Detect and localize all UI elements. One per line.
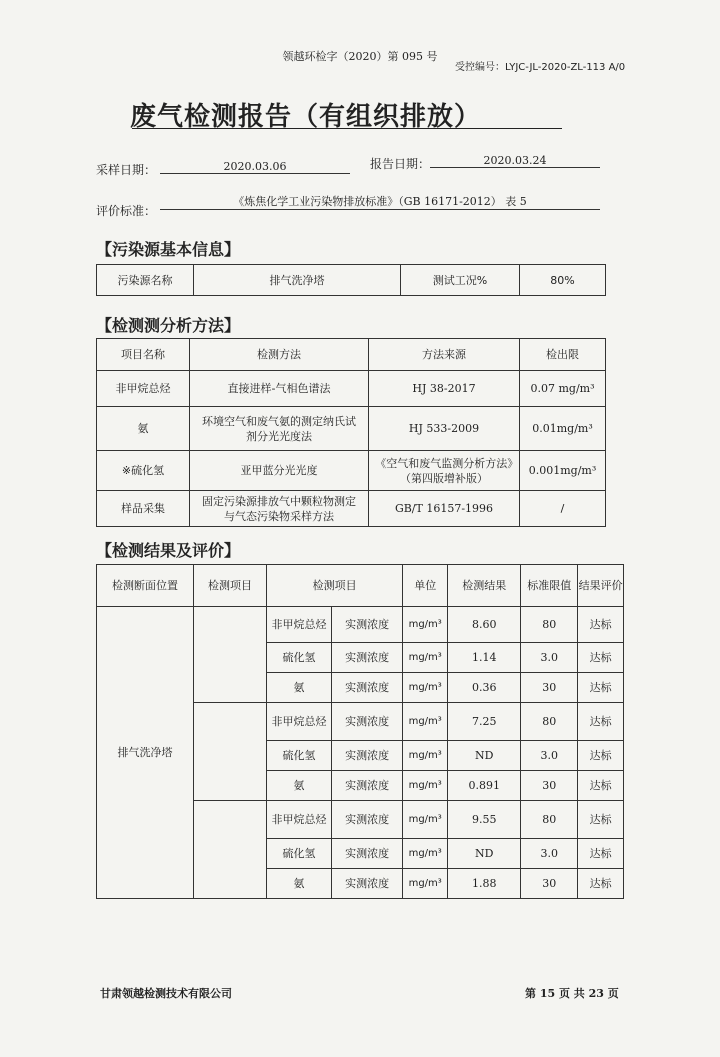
footer-page-number: 第 15 页 共 23 页	[525, 987, 619, 1000]
sampling-date-label: 采样日期：	[96, 163, 157, 177]
results-value: 0.36	[448, 673, 521, 703]
results-std: 3.0	[521, 741, 578, 771]
results-header-item: 检测项目	[194, 565, 267, 607]
results-pollutant: 非甲烷总烃	[267, 607, 332, 643]
report-title: 废气检测报告（有组织排放）	[130, 102, 482, 132]
method-limit: /	[520, 491, 606, 527]
section2-title: 【检测测分析方法】	[96, 316, 241, 335]
results-header-section: 检测断面位置	[97, 565, 194, 607]
results-type: 实测浓度	[332, 673, 403, 703]
method-header: 检出限	[520, 339, 606, 371]
results-pollutant: 硫化氢	[267, 839, 332, 869]
method-limit: 0.07 mg/m³	[520, 371, 606, 407]
results-std: 30	[521, 673, 578, 703]
results-std: 30	[521, 771, 578, 801]
condition-value: 80%	[520, 265, 606, 296]
results-unit: mg/m³	[403, 869, 448, 899]
results-eval: 达标	[578, 801, 624, 839]
method-source: HJ 38-2017	[369, 371, 520, 407]
results-eval: 达标	[578, 703, 624, 741]
results-header-detect-item: 检测项目	[267, 565, 403, 607]
title-underline	[132, 128, 562, 129]
report-date-label: 报告日期：	[370, 157, 431, 171]
results-std: 30	[521, 869, 578, 899]
results-unit: mg/m³	[403, 607, 448, 643]
results-unit: mg/m³	[403, 801, 448, 839]
results-eval: 达标	[578, 673, 624, 703]
results-group-cell	[194, 607, 267, 703]
results-unit: mg/m³	[403, 839, 448, 869]
results-std: 80	[521, 607, 578, 643]
method-limit: 0.01mg/m³	[520, 407, 606, 451]
results-eval: 达标	[578, 771, 624, 801]
results-unit: mg/m³	[403, 643, 448, 673]
results-eval: 达标	[578, 839, 624, 869]
results-header-eval: 结果评价	[578, 565, 624, 607]
method-item: ※硫化氢	[97, 451, 190, 491]
results-type: 实测浓度	[332, 801, 403, 839]
source-name-value: 排气洗净塔	[194, 265, 401, 296]
method-source: GB/T 16157-1996	[369, 491, 520, 527]
method-source: 《空气和废气监测分析方法》（第四版增补版）	[369, 451, 520, 491]
results-value: 1.14	[448, 643, 521, 673]
results-type: 实测浓度	[332, 741, 403, 771]
results-unit: mg/m³	[403, 673, 448, 703]
report-date-value: 2020.03.24	[430, 154, 600, 168]
results-std: 80	[521, 801, 578, 839]
control-number: 受控编号：LYJC-JL-2020-ZL-113 A/0	[455, 62, 626, 73]
results-value: ND	[448, 839, 521, 869]
results-pollutant: 氨	[267, 869, 332, 899]
method-limit: 0.001mg/m³	[520, 451, 606, 491]
results-table	[96, 564, 624, 899]
method-item: 样品采集	[97, 491, 190, 527]
results-type: 实测浓度	[332, 643, 403, 673]
results-eval: 达标	[578, 607, 624, 643]
results-type: 实测浓度	[332, 607, 403, 643]
method-item: 非甲烷总烃	[97, 371, 190, 407]
results-header-std: 标准限值	[521, 565, 578, 607]
method-name: 固定污染源排放气中颗粒物测定与气态污染物采样方法	[190, 491, 369, 527]
source-name-label: 污染源名称	[97, 265, 194, 296]
method-table	[96, 338, 606, 527]
section3-title: 【检测结果及评价】	[96, 541, 241, 560]
results-pollutant: 非甲烷总烃	[267, 703, 332, 741]
document-number: 领越环检字（2020）第 095 号	[282, 50, 438, 63]
method-header: 项目名称	[97, 339, 190, 371]
method-name: 亚甲蓝分光光度	[190, 451, 369, 491]
source-info-table	[96, 264, 606, 296]
results-value: ND	[448, 741, 521, 771]
results-std: 80	[521, 703, 578, 741]
results-pollutant: 硫化氢	[267, 643, 332, 673]
results-value: 7.25	[448, 703, 521, 741]
results-pollutant: 非甲烷总烃	[267, 801, 332, 839]
method-item: 氨	[97, 407, 190, 451]
results-unit: mg/m³	[403, 771, 448, 801]
results-eval: 达标	[578, 741, 624, 771]
results-type: 实测浓度	[332, 703, 403, 741]
standard-label: 评价标准：	[96, 204, 157, 218]
section1-title: 【污染源基本信息】	[96, 240, 241, 259]
results-location: 排气洗净塔	[97, 607, 194, 899]
results-header-unit: 单位	[403, 565, 448, 607]
results-value: 9.55	[448, 801, 521, 839]
results-value: 1.88	[448, 869, 521, 899]
results-eval: 达标	[578, 643, 624, 673]
results-std: 3.0	[521, 643, 578, 673]
results-value: 0.891	[448, 771, 521, 801]
results-group-cell	[194, 801, 267, 899]
results-header-result: 检测结果	[448, 565, 521, 607]
results-unit: mg/m³	[403, 703, 448, 741]
results-pollutant: 氨	[267, 673, 332, 703]
results-eval: 达标	[578, 869, 624, 899]
method-header: 方法来源	[369, 339, 520, 371]
method-source: HJ 533-2009	[369, 407, 520, 451]
condition-label: 测试工况%	[401, 265, 520, 296]
results-unit: mg/m³	[403, 741, 448, 771]
footer-company: 甘肃领越检测技术有限公司	[100, 987, 232, 1000]
results-pollutant: 硫化氢	[267, 741, 332, 771]
results-value: 8.60	[448, 607, 521, 643]
method-name: 直接进样-气相色谱法	[190, 371, 369, 407]
results-type: 实测浓度	[332, 771, 403, 801]
results-type: 实测浓度	[332, 869, 403, 899]
results-group-cell	[194, 703, 267, 801]
results-std: 3.0	[521, 839, 578, 869]
sampling-date-value: 2020.03.06	[160, 160, 350, 174]
results-type: 实测浓度	[332, 839, 403, 869]
results-pollutant: 氨	[267, 771, 332, 801]
method-name: 环境空气和废气氨的测定纳氏试剂分光光度法	[190, 407, 369, 451]
method-header: 检测方法	[190, 339, 369, 371]
standard-value: 《炼焦化学工业污染物排放标准》（GB 16171-2012） 表 5	[160, 193, 600, 210]
